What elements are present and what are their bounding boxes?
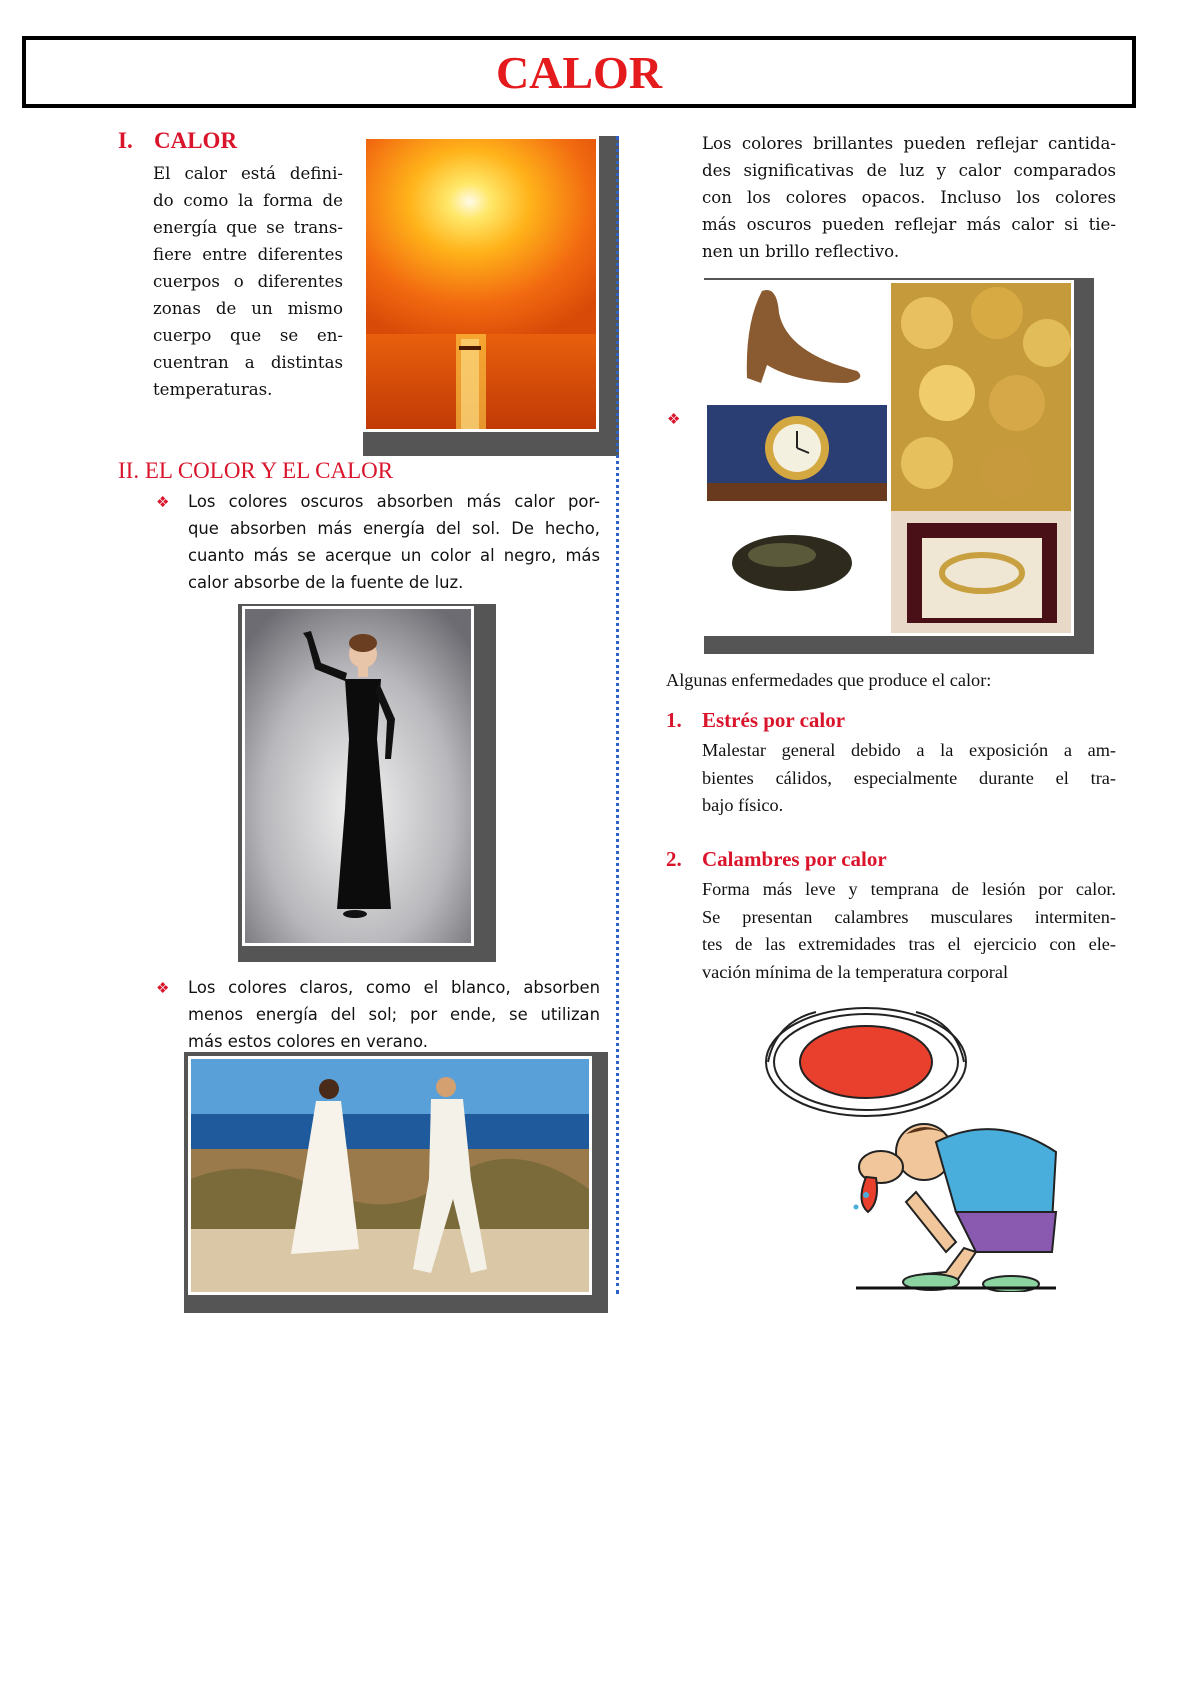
item2-line: tes de las extremidades tras el ejercicio con ele- — [702, 934, 1116, 954]
item1-line: Malestar general debido a la exposición a am- — [702, 740, 1116, 760]
right-intro-paragraph — [702, 130, 1116, 265]
right-intro-line: más oscuros pueden reflejar más calor si tie- — [702, 215, 1116, 234]
item2-line: Forma más leve y temprana de lesión por calor. — [702, 879, 1116, 899]
bullet-icon: ❖ — [156, 979, 170, 997]
beach-couple-photo-frame — [184, 1052, 608, 1313]
heat-stress-cartoon — [756, 1002, 1064, 1292]
section1-numeral: I. — [118, 128, 133, 153]
section1-line: cuentran a distintas — [153, 353, 343, 372]
item2-title: Calambres por calor — [702, 847, 887, 871]
column-divider — [616, 136, 619, 1294]
sunset-photo — [363, 136, 599, 432]
page-title: CALOR — [495, 47, 663, 98]
bullet2-paragraph — [188, 974, 600, 1055]
bullet1-paragraph — [188, 488, 600, 596]
bullet2-line: Los colores claros, como el blanco, absorben — [188, 978, 600, 997]
item1-paragraph — [702, 737, 1116, 820]
black-dress-photo-frame — [238, 604, 496, 962]
bullet-icon: ❖ — [156, 493, 170, 511]
collage-photo — [704, 280, 1074, 636]
section1-line: fiere entre diferentes — [153, 245, 343, 264]
item1-title: Estrés por calor — [702, 708, 846, 732]
item2-number: 2. — [666, 847, 682, 871]
section1-paragraph — [153, 160, 343, 403]
bullet-icon: ❖ — [667, 410, 681, 428]
section1-line: energía que se trans- — [153, 218, 343, 237]
bullet1-line: calor absorbe de la fuente de luz. — [188, 573, 464, 592]
item2-line: Se presentan calambres musculares intermiten- — [702, 906, 1116, 927]
item1-line: bajo físico. — [702, 795, 784, 815]
bullet1-line: Los colores oscuros absorben más calor por- — [188, 492, 600, 511]
section1-line: cuerpos o diferentes — [153, 272, 343, 291]
black-dress-photo — [242, 606, 474, 946]
bullet2-line: más estos colores en verano. — [188, 1032, 429, 1051]
bullet1-line: que absorben más energía del sol. De hecho, — [188, 519, 600, 538]
item1-line: bientes cálidos, especialmente durante el tra- — [702, 767, 1116, 788]
section1-line: cuerpo que se en- — [153, 326, 343, 345]
beach-couple-photo — [188, 1056, 592, 1295]
bullet1-line: cuanto más se acerque un color al negro, más — [188, 546, 600, 565]
bullet2-line: menos energía del sol; por ende, se utilizan — [188, 1005, 600, 1024]
sunset-photo-frame — [363, 136, 619, 456]
collage-photo-frame — [704, 278, 1094, 654]
section1-line: temperaturas. — [153, 380, 273, 399]
right-intro-line: des significativas de luz y calor comparados — [702, 161, 1116, 180]
right-intro-line: con los colores opacos. Incluso los colores — [702, 188, 1116, 207]
right-intro-line: Los colores brillantes pueden reflejar cantida- — [702, 134, 1116, 153]
section1-heading: CALOR — [154, 128, 238, 153]
section1-line: zonas de un mismo — [153, 299, 343, 318]
item2-paragraph — [702, 876, 1116, 986]
item1-number: 1. — [666, 708, 682, 732]
section1-line: do como la forma de — [153, 191, 343, 210]
item2-line: vación mínima de la temperatura corporal — [702, 961, 1009, 982]
diseases-intro: Algunas enfermedades que produce el calor: — [666, 670, 992, 690]
section1-line: El calor está defini- — [153, 164, 343, 183]
section2-heading: II. EL COLOR Y EL CALOR — [118, 458, 394, 483]
right-intro-line: nen un brillo reflectivo. — [702, 242, 900, 261]
